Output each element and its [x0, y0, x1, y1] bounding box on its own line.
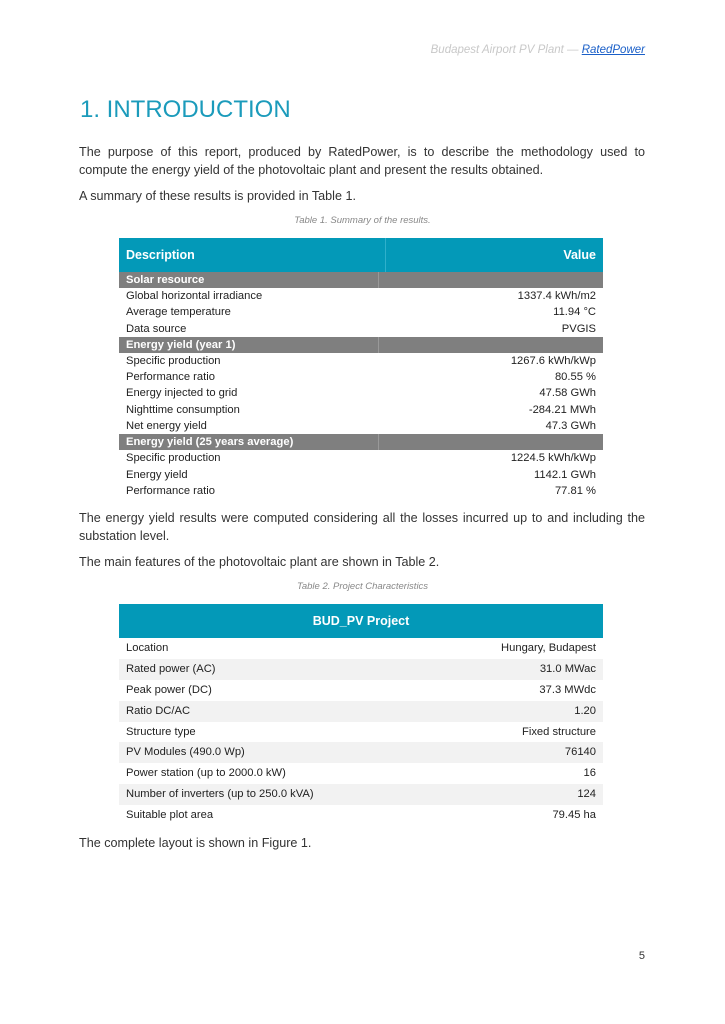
- table-row: [119, 805, 603, 826]
- row-label: Average temperature: [126, 306, 231, 319]
- table-row: [119, 385, 603, 401]
- table-row: [119, 483, 603, 499]
- paragraph: The purpose of this report, produced by RatedPower, is to describe the methodology used to compute the energy yield of the photovoltaic plant and present the results obtained.: [79, 145, 645, 177]
- table-row: [119, 288, 603, 304]
- running-header: [431, 44, 645, 56]
- table-row: [119, 369, 603, 385]
- row-label: Structure type: [126, 725, 196, 738]
- table-row: [119, 659, 603, 680]
- row-label: Global horizontal irradiance: [126, 290, 263, 302]
- row-value: -284.21 MWh: [528, 403, 596, 416]
- row-value: 79.45 ha: [552, 809, 596, 822]
- page-number: 5: [638, 950, 645, 962]
- summary-table: [119, 238, 603, 499]
- section-row: [119, 434, 603, 450]
- table-row: [119, 467, 603, 483]
- row-value: 1337.4 kWh/m2: [517, 290, 596, 302]
- row-label: Suitable plot area: [126, 809, 214, 822]
- row-value: 11.94 °C: [553, 306, 596, 319]
- paragraph: A summary of these results is provided in Table 1.: [79, 189, 356, 203]
- row-label: Data source: [126, 322, 187, 335]
- row-label: PV Modules (490.0 Wp): [126, 746, 245, 759]
- ratedpower-link[interactable]: RatedPower: [581, 44, 645, 56]
- row-value: 77.81 %: [554, 484, 596, 497]
- col-description: Description: [119, 238, 386, 272]
- table-row: [119, 321, 603, 337]
- section-title: Solar resource: [126, 272, 379, 288]
- row-value: 37.3 MWdc: [539, 683, 596, 696]
- table-header: BUD_PV Project: [119, 604, 603, 638]
- row-label: Specific production: [126, 452, 221, 465]
- row-value: 1142.1 GWh: [534, 468, 596, 481]
- header-title: Budapest Airport PV Plant —: [430, 44, 582, 56]
- row-value: 47.3 GWh: [545, 420, 596, 433]
- row-value: Hungary, Budapest: [501, 642, 596, 654]
- row-value: 47.58 GWh: [539, 387, 596, 400]
- section-title: Energy yield (year 1): [126, 337, 379, 353]
- row-value: PVGIS: [561, 322, 596, 335]
- table-row: [119, 701, 603, 722]
- table-row: [119, 742, 603, 763]
- row-label: Power station (up to 2000.0 kW): [126, 767, 286, 780]
- table-row: [119, 402, 603, 418]
- col-value: Value: [563, 248, 596, 262]
- row-value: 1267.6 kWh/kWp: [510, 354, 596, 367]
- table-row: [119, 450, 603, 466]
- section-heading: 1. INTRODUCTION: [80, 96, 291, 123]
- paragraph: The energy yield results were computed considering all the losses incurred up to and including the substation level.: [79, 511, 645, 543]
- paragraph: The main features of the photovoltaic plant are shown in Table 2.: [79, 555, 440, 569]
- row-label: Rated power (AC): [126, 662, 216, 675]
- row-label: Net energy yield: [126, 420, 207, 433]
- table-row: [119, 763, 603, 784]
- section-row: [119, 272, 603, 288]
- table1-caption: Table 1. Summary of the results.: [294, 215, 431, 226]
- row-label: Ratio DC/AC: [126, 704, 191, 717]
- row-label: Performance ratio: [126, 371, 215, 384]
- row-value: 1224.5 kWh/kWp: [510, 452, 596, 465]
- row-value: 76140: [564, 746, 596, 759]
- row-value: 1.20: [574, 704, 596, 717]
- table-row: [119, 304, 603, 320]
- table-row: [119, 784, 603, 805]
- row-label: Peak power (DC): [126, 683, 212, 696]
- table2-caption: Table 2. Project Characteristics: [296, 581, 429, 592]
- row-value: 31.0 MWac: [539, 662, 596, 675]
- table-row: [119, 722, 603, 743]
- row-label: Specific production: [126, 354, 221, 367]
- row-value: 124: [577, 788, 596, 801]
- table-row: [119, 638, 603, 659]
- row-label: Energy injected to grid: [126, 387, 238, 400]
- paragraph: The complete layout is shown in Figure 1.: [79, 836, 312, 850]
- row-label: Number of inverters (up to 250.0 kVA): [126, 788, 314, 801]
- row-label: Performance ratio: [126, 484, 215, 497]
- table-row: [119, 353, 603, 369]
- row-label: Energy yield: [126, 468, 188, 481]
- table-header: [119, 238, 603, 272]
- row-value: 80.55 %: [554, 371, 596, 384]
- row-label: Location: [126, 642, 169, 654]
- row-label: Nighttime consumption: [126, 403, 240, 416]
- section-row: [119, 337, 603, 353]
- row-value: 16: [583, 767, 596, 780]
- table-row: [119, 418, 603, 434]
- project-table: [119, 604, 603, 826]
- row-value: Fixed structure: [522, 725, 596, 738]
- section-title: Energy yield (25 years average): [126, 434, 379, 450]
- table-row: [119, 680, 603, 701]
